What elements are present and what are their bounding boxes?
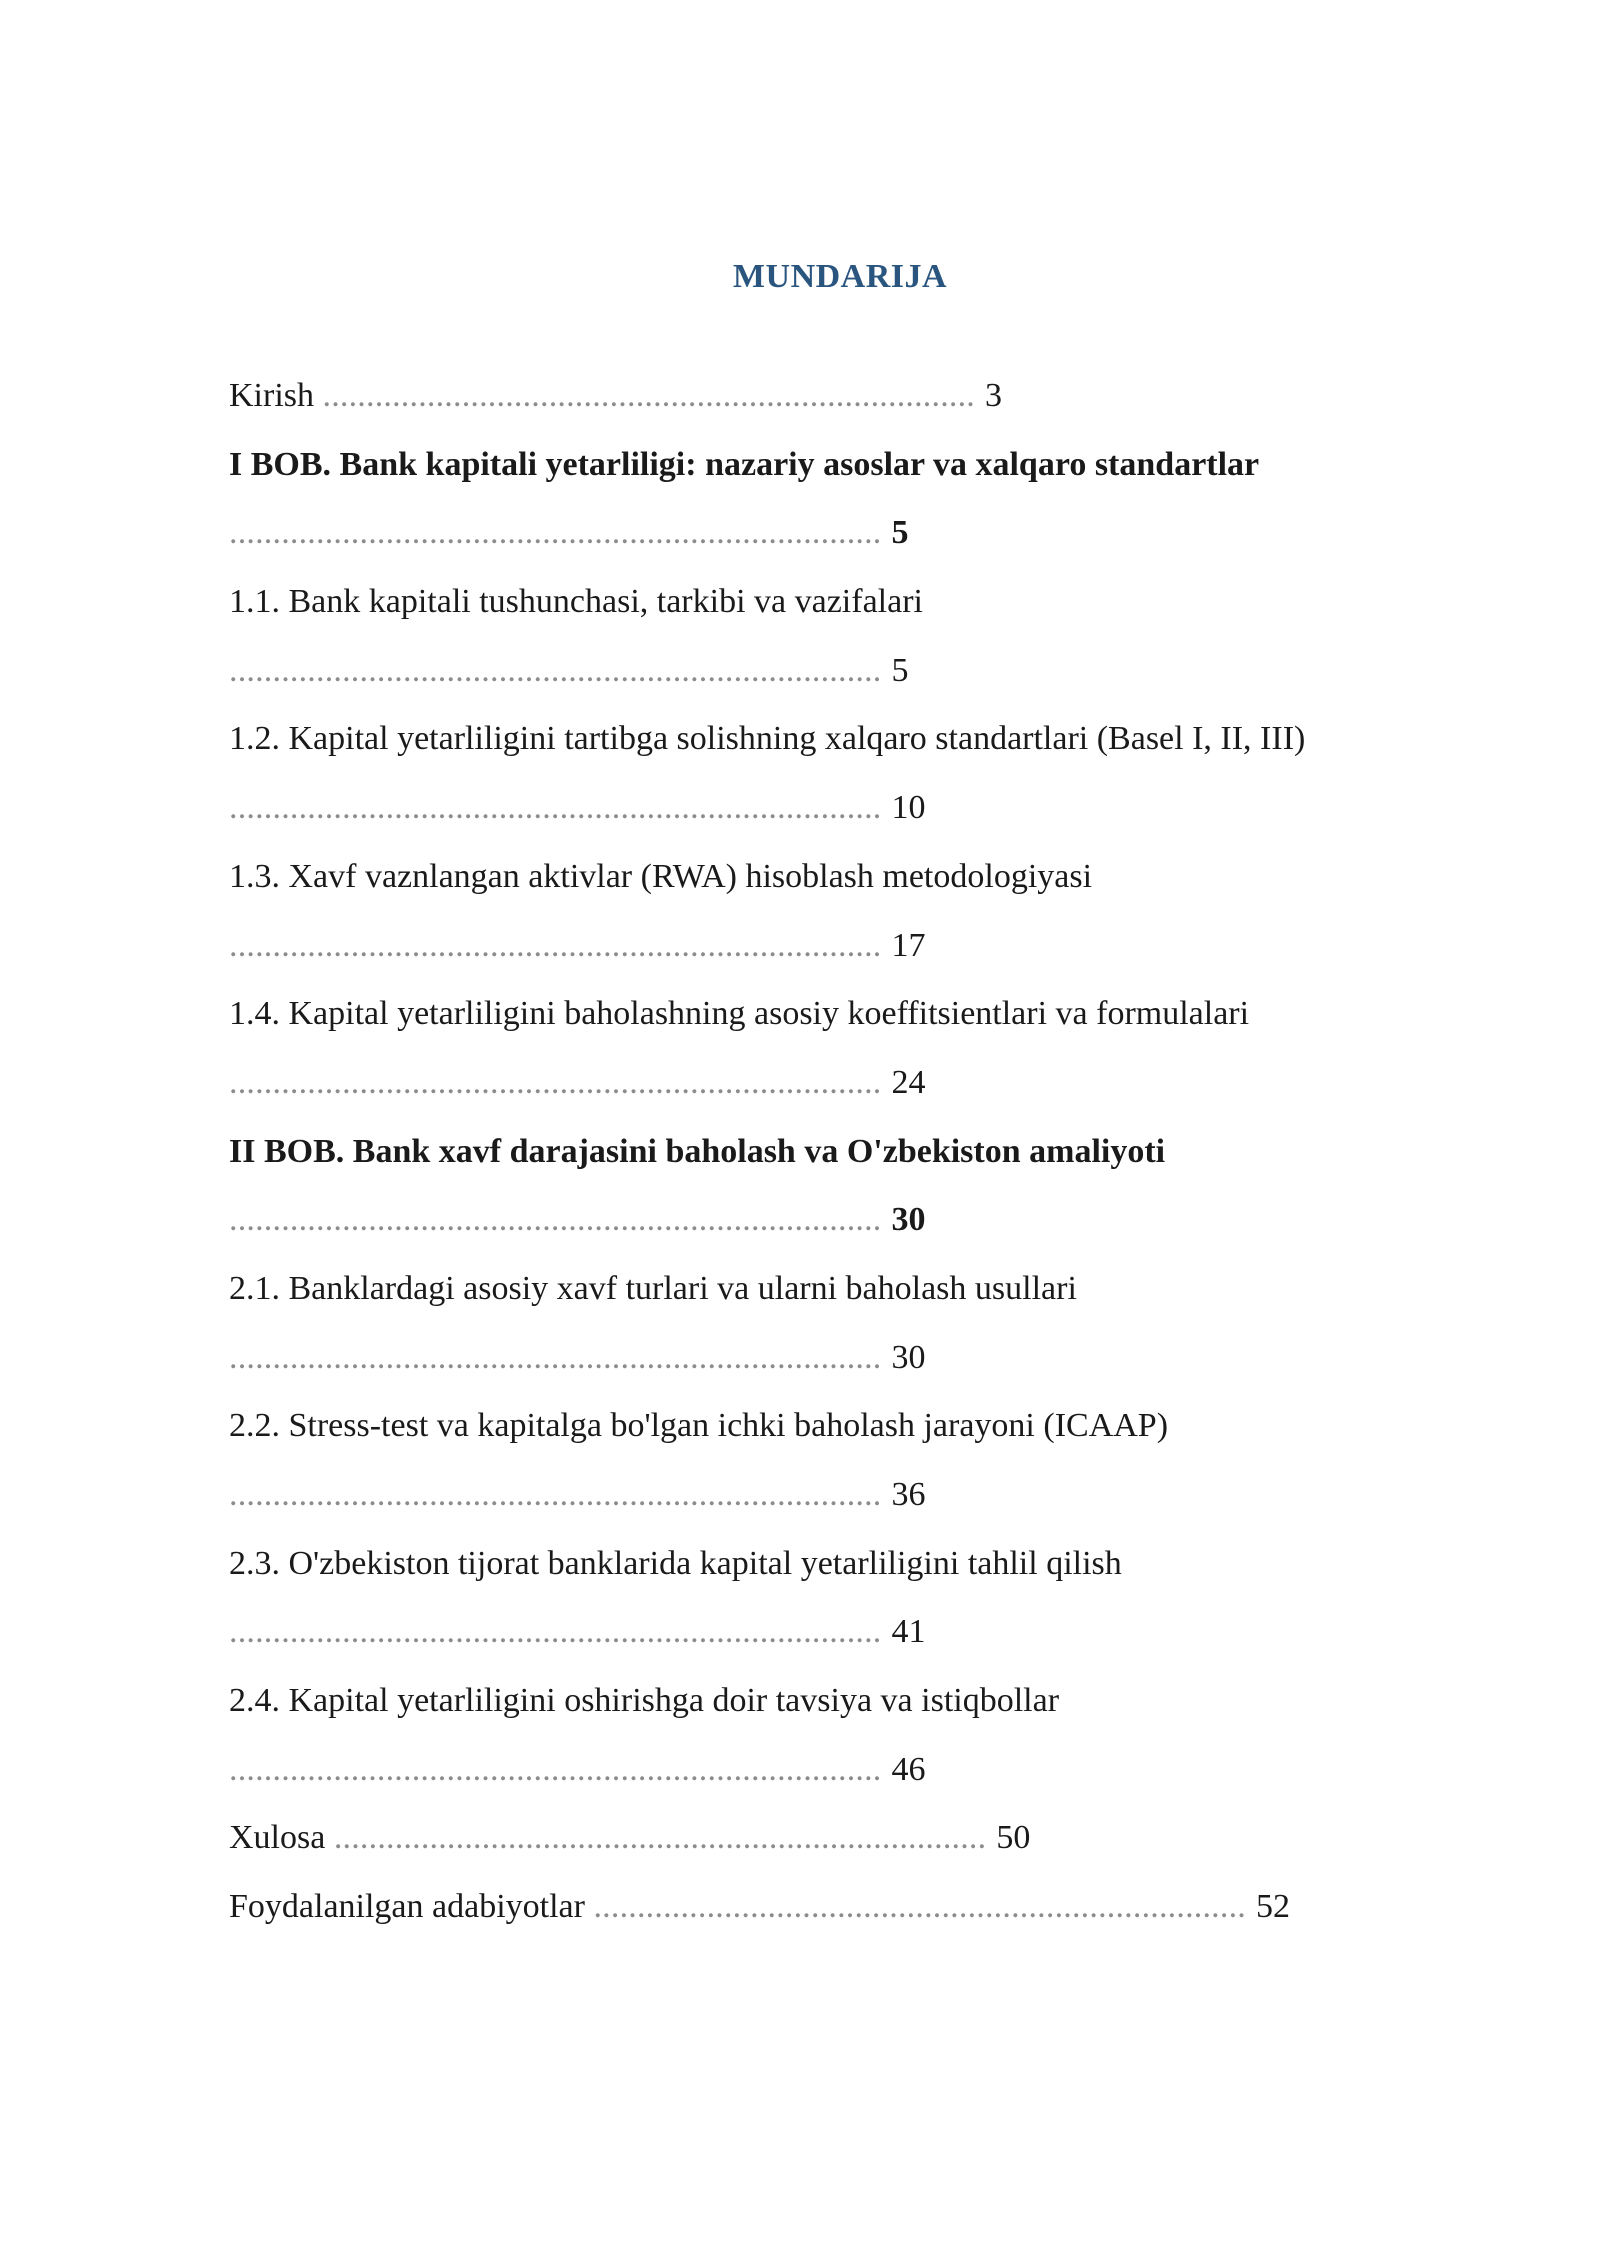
toc-entry (229, 1255, 1469, 1324)
toc-page-number: 30 (891, 1338, 926, 1376)
toc-entry (229, 1530, 1469, 1599)
toc-leader-dots: ........................................................................... (229, 1201, 882, 1239)
toc-leader-dots: ........................................................................... (229, 1476, 882, 1513)
toc-entry-leader-line (229, 1736, 1469, 1805)
toc-entry-label: 1.3. Xavf vaznlangan aktivlar (RWA) hisoblash metodologiyasi (229, 857, 1093, 895)
toc-entry-leader-line (229, 1461, 1469, 1530)
toc-entry-leader-line (229, 499, 1469, 568)
toc-page-number: 46 (891, 1750, 926, 1788)
toc-page-number: 3 (985, 377, 1002, 414)
toc-entry-leader-line (229, 1049, 1469, 1118)
toc-entry-label: 2.4. Kapital yetarliligini oshirishga doir tavsiya va istiqbollar (229, 1682, 1060, 1720)
toc-entry-label: 2.3. O'zbekiston tijorat banklarida kapital yetarliligini tahlil qilish (229, 1544, 1122, 1582)
toc-entry-label: II BOB. Bank xavf darajasini baholash va O'zbekiston amaliyoti (229, 1132, 1166, 1170)
toc-entry-leader-line (229, 1598, 1469, 1667)
toc-entry (229, 362, 1469, 431)
toc-entry-label: 1.4. Kapital yetarliligini baholashning asosiy koeffitsientlari va formulalari (229, 995, 1250, 1033)
toc-entry (229, 1118, 1469, 1187)
toc-leader-dots: ........................................................................... (229, 1063, 882, 1101)
toc-entry (229, 705, 1469, 774)
toc-page-number: 36 (891, 1476, 926, 1513)
toc-title: MUNDARIJA (732, 258, 948, 295)
toc-entry (229, 980, 1469, 1049)
toc-leader-dots: ........................................................................... (229, 789, 882, 827)
toc-entry (229, 1667, 1469, 1736)
toc-page-number: 10 (891, 789, 926, 827)
toc-leader-dots: ........................................................................... (229, 1338, 882, 1376)
toc-leader-dots: ........................................................................... (229, 514, 882, 552)
toc-page-number: 41 (891, 1613, 926, 1651)
toc-page-number: 5 (891, 651, 909, 689)
toc-page-number: 50 (996, 1819, 1031, 1857)
toc-page-number: 24 (891, 1063, 926, 1101)
toc-leader-dots: ........................................................................... (593, 1888, 1246, 1926)
toc-page-number: 17 (891, 926, 926, 964)
toc-entry-label: Kirish (229, 377, 323, 414)
toc-entry (229, 843, 1469, 912)
toc-leader-dots: ........................................................................... (229, 1750, 882, 1788)
toc-entry (229, 568, 1469, 637)
toc-leader-dots: ........................................................................... (333, 1819, 987, 1857)
toc-entry-leader-line (229, 912, 1469, 981)
toc-entry-leader-line (229, 1324, 1469, 1393)
toc-entry (229, 431, 1469, 500)
toc-entry-leader-line (229, 774, 1469, 843)
table-of-contents (229, 362, 1469, 1942)
toc-entry-leader-line (229, 1186, 1469, 1255)
toc-leader-dots: ........................................................................... (229, 651, 882, 689)
toc-leader-dots: ........................................................................... (229, 1613, 882, 1651)
toc-entry-label: 1.2. Kapital yetarliligini tartibga solishning xalqaro standartlari (Basel I, II, III) (229, 720, 1306, 758)
toc-entry-label: Foydalanilgan adabiyotlar (229, 1888, 594, 1926)
toc-page-number: 52 (1255, 1888, 1290, 1926)
toc-entry-leader-line (229, 637, 1469, 706)
toc-leader-dots: ........................................................................... (229, 926, 882, 964)
toc-page-number: 5 (891, 514, 909, 552)
toc-entry (229, 1804, 1469, 1873)
toc-entry (229, 1392, 1469, 1461)
toc-entry-label: I BOB. Bank kapitali yetarliligi: nazariy asoslar va xalqaro standartlar (229, 445, 1260, 483)
toc-entry-label: 2.2. Stress-test va kapitalga bo'lgan ichki baholash jarayoni (ICAAP) (229, 1407, 1169, 1445)
toc-entry (229, 1873, 1469, 1942)
toc-entry-label: Xulosa (229, 1819, 334, 1857)
toc-leader-dots: ........................................................................... (322, 377, 975, 414)
toc-entry-label: 2.1. Banklardagi asosiy xavf turlari va ularni baholash usullari (229, 1269, 1077, 1307)
toc-entry-label: 1.1. Bank kapitali tushunchasi, tarkibi va vazifalari (229, 583, 923, 621)
toc-page-number: 30 (891, 1201, 926, 1239)
